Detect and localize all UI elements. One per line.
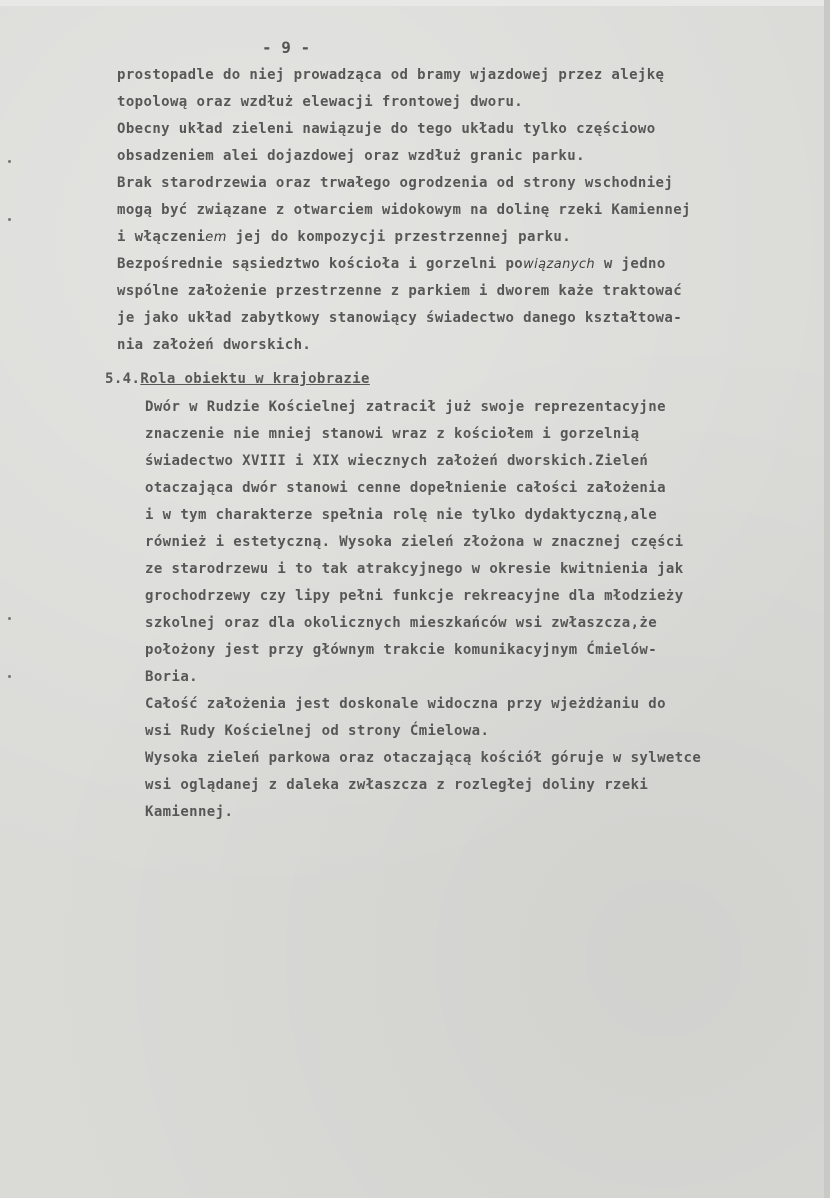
text-line: mogą być związane z otwarciem widokowym na dolinę rzeki Kamiennej [117,202,691,218]
scan-speck [8,218,11,221]
text-line: szkolnej oraz dla okolicznych mieszkańców wsi zwłaszcza,że [145,615,658,631]
page-number: - 9 - [262,38,311,57]
text-line: położony jest przy głównym trakcie komunikacyjnym Ćmielów- [145,642,658,658]
paper-edge-top [0,0,830,6]
text-line: Całość założenia jest doskonale widoczna przy wjeżdżaniu do [145,696,666,712]
text-line: wsi oglądanej z daleka zwłaszcza z rozległej doliny rzeki [145,777,649,793]
section-title: Rola obiektu w krajobrazie [140,371,370,387]
scan-speck [8,160,11,163]
text-line: prostopadle do niej prowadząca od bramy wjazdowej przez alejkę [117,67,665,83]
text-line: Obecny układ zieleni nawiązuje do tego układu tylko częściowo [117,121,656,137]
paper-edge-right [824,0,830,1198]
text-line: grochodrzewy czy lipy pełni funkcje rekreacyjne dla młodzieży [145,588,684,604]
section-number: 5.4. [105,371,141,387]
typed-text: w jedno [595,256,666,272]
typed-text: jej do kompozycji przestrzennej parku. [226,229,572,245]
scan-speck [8,675,11,678]
scan-speck [8,617,11,620]
text-line: Boria. [145,669,198,685]
typed-text: Bezpośrednie sąsiedztwo kościoła i gorzelni po [117,256,524,272]
text-line: Kamiennej. [145,804,234,820]
section-heading [105,370,370,388]
text-line: świadectwo XVIII i XIX wiecznych założeń dworskich.Zieleń [145,453,649,469]
text-line: otaczająca dwór stanowi cenne dopełnienie całości założenia [145,480,666,496]
typed-text: i włączeni [117,229,206,245]
handwritten-correction: em [205,230,227,245]
text-line: wspólne założenie przestrzenne z parkiem i dworem każe traktować [117,283,683,299]
text-line: również i estetyczną. Wysoka zieleń złożona w znacznej części [145,534,684,550]
text-line: ze starodrzewu i to tak atrakcyjnego w okresie kwitnienia jak [145,561,684,577]
text-line: Wysoka zieleń parkowa oraz otaczającą kościół góruje w sylwetce [145,750,702,766]
text-line: topolową oraz wzdłuż elewacji frontowej dworu. [117,94,524,110]
text-line: obsadzeniem alei dojazdowej oraz wzdłuż granic parku. [117,148,585,164]
text-line: Dwór w Rudzie Kościelnej zatracił już swoje reprezentacyjne [145,399,666,415]
text-line: je jako układ zabytkowy stanowiący świadectwo danego kształtowa- [117,310,683,326]
text-line [117,228,571,247]
handwritten-correction: wiązanych [523,257,596,272]
text-line: nia założeń dworskich. [117,337,312,353]
text-line: znaczenie nie mniej stanowi wraz z kościołem i gorzelnią [145,426,640,442]
text-line [117,255,666,274]
text-line: Brak starodrzewia oraz trwałego ogrodzenia od strony wschodniej [117,175,674,191]
text-line: wsi Rudy Kościelnej od strony Ćmielowa. [145,723,490,739]
text-line: i w tym charakterze spełnia rolę nie tylko dydaktyczną,ale [145,507,658,523]
